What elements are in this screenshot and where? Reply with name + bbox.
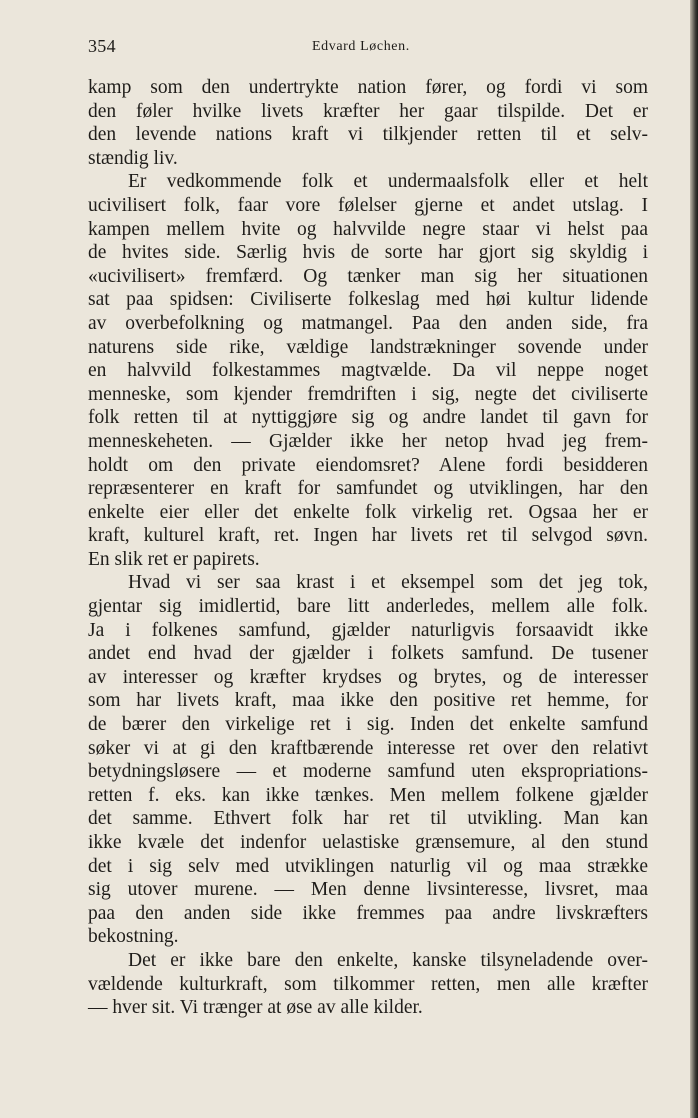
text-line: som har livets kraft, maa ikke den positive ret hemme, for [88,690,648,712]
text-line: kraft, kulturel kraft, ret. Ingen har livets ret til selvgod søvn. [88,525,648,547]
text-line: kampen mellem hvite og halvvilde negre staar vi helst paa [88,218,648,240]
text-line: naturens side rike, vældige landstrækninger sovende under [88,336,648,358]
text-line: folk retten til at nyttiggjøre sig og andre landet til gavn for [88,407,648,429]
text-line: vældende kulturkraft, som tilkommer retten, men alle kræfter [88,973,648,995]
text-line: søker vi at gi den kraftbærende interesse ret over den relativt [88,737,648,759]
text-line: betydningsløsere — et moderne samfund uten ekspropriations- [88,761,648,783]
text-line: gjentar sig imidlertid, bare litt anderledes, mellem alle folk. [88,596,648,618]
text-line: sig utover murene. — Men denne livsinteresse, livsret, maa [88,879,648,901]
text-line: — hver sit. Vi trænger at øse av alle kilder. [88,997,423,1019]
text-line: Ja i folkenes samfund, gjælder naturligvis forsaavidt ikke [88,619,648,641]
text-line: stændig liv. [88,147,178,169]
text-line: de bærer den virkelige ret i sig. Inden det enkelte samfund [88,714,648,736]
text-line: de hvites side. Særlig hvis de sorte har gjort sig skyldig i [88,242,648,264]
page-edge-shadow [690,0,698,1118]
paragraph [88,949,648,1020]
text-line: repræsenterer en kraft for samfundet og utviklingen, har den [88,478,648,500]
text-line: retten f. eks. kan ikke tænkes. Men mellem folkene gjælder [88,784,648,806]
text-line: En slik ret er papirets. [88,548,260,570]
text-line: en halvvild folkestammes magtvælde. Da vil neppe noget [88,360,648,382]
text-line: den føler hvilke livets kræfter her gaar tilspilde. Det er [88,100,648,122]
text-line: ikke kvæle det indenfor uelastiske grænsemure, al den stund [88,832,648,853]
text-line: ucivilisert folk, faar vore følelser gjerne et andet utslag. I [88,194,648,216]
text-line: sat paa spidsen: Civiliserte folkeslag med høi kultur lidende [88,289,648,311]
text-line: det i sig selv med utviklingen naturlig vil og maa strække [88,855,648,877]
running-head [88,36,648,60]
text-line: Det er ikke bare den enkelte, kanske tilsyneladende over- [128,949,648,971]
text-line: den levende nations kraft vi tilkjender retten til et selv- [88,124,648,146]
text-line: Er vedkommende folk et undermaalsfolk eller et helt [128,171,648,193]
paragraph [88,170,648,571]
text-line: holdt om den private eiendomsret? Alene fordi besidderen [88,454,648,476]
text-line: enkelte eier eller det enkelte folk virkelig ret. Ogsaa her er [88,501,648,523]
text-line: av interesser og kræfter krydses og brytes, og de interesser [88,666,648,688]
paragraph [88,571,648,949]
text-line: paa den anden side ikke fremmes paa andre livskræfters [88,902,648,924]
text-line: det samme. Ethvert folk har ret til utvikling. Man kan [88,808,648,830]
text-line: kamp som den undertrykte nation fører, og fordi vi som [88,77,648,98]
text-line: menneske, som kjender fremdriften i sig, negte det civiliserte [88,383,648,405]
text-line: Hvad vi ser saa krast i et eksempel som det jeg tok, [128,572,648,594]
text-line: menneskeheten. — Gjælder ikke her netop hvad jeg frem- [88,430,648,452]
text-line: andet end hvad der gjælder i folkets samfund. De tusener [88,643,648,665]
paragraph [88,76,648,170]
running-head-author: Edvard Løchen. [312,39,410,54]
text-line: av overbefolkning og matmangel. Paa den anden side, fra [88,312,648,334]
body-text [88,76,648,1020]
text-line: «ucivilisert» fremfærd. Og tænker man sig her situationen [88,265,648,287]
page-number: 354 [88,36,116,56]
text-line: bekostning. [88,926,179,948]
